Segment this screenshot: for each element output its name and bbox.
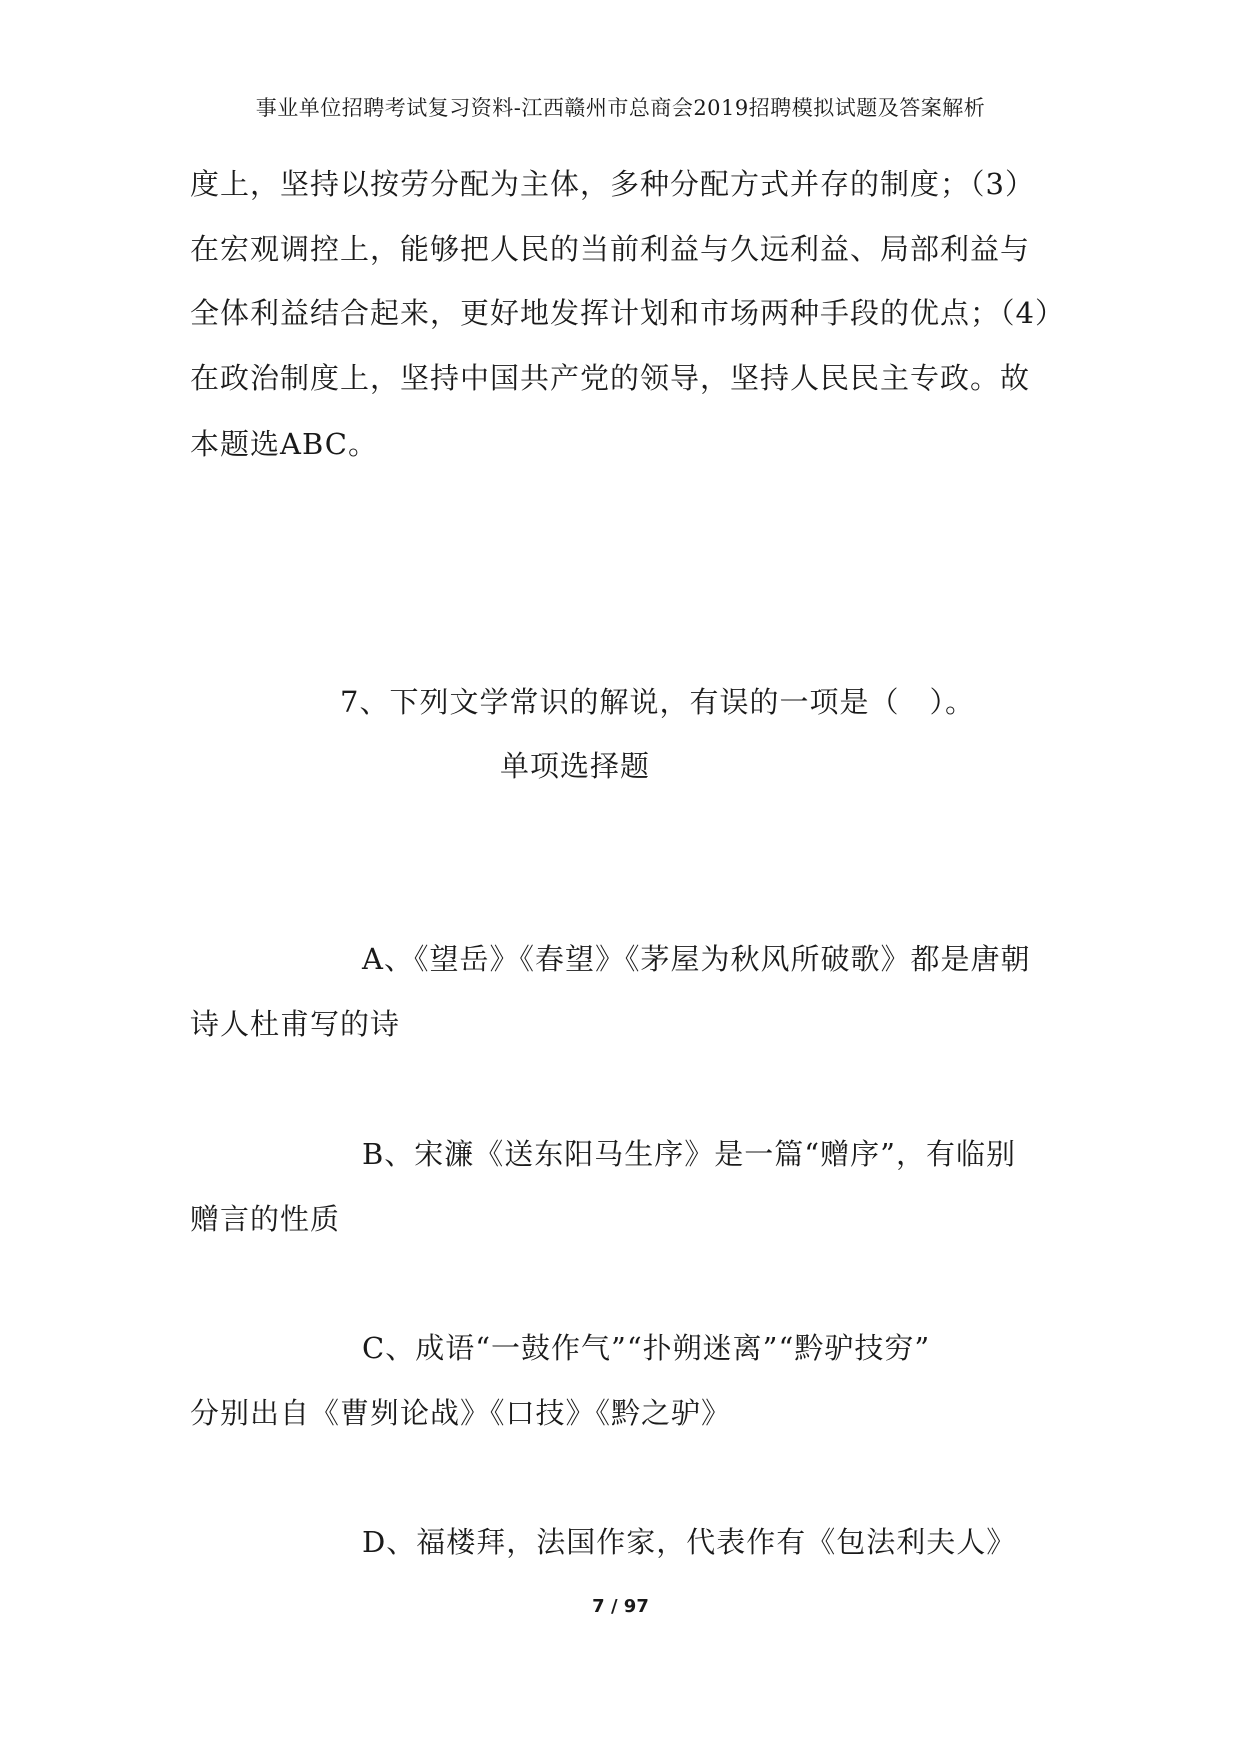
option-text: A、《望岳》《春望》《茅屋为秋风所破歌》都是唐朝 <box>362 942 1031 976</box>
question-type: 单项选择题 <box>500 749 651 783</box>
explanation-line: 本题选ABC。 <box>190 427 378 461</box>
explanation-line: 度上，坚持以按劳分配为主体，多种分配方式并存的制度；（3） <box>190 167 1035 201</box>
page-header: 事业单位招聘考试复习资料-江西赣州市总商会2019招聘模拟试题及答案解析 <box>255 96 986 120</box>
page-number: 7 / 97 <box>592 1596 649 1617</box>
option-text: D、福楼拜，法国作家，代表作有《包法利夫人》 <box>362 1525 1017 1559</box>
option-text: 分别出自《曹刿论战》《口技》《黔之驴》 <box>190 1396 732 1430</box>
option-text: 诗人杜甫写的诗 <box>190 1007 401 1041</box>
explanation-line: 在宏观调控上，能够把人民的当前利益与久远利益、局部利益与 <box>190 232 1031 266</box>
option-text: 赠言的性质 <box>190 1202 341 1236</box>
option-text: B、宋濂《送东阳马生序》是一篇“赠序”，有临别 <box>362 1137 1016 1171</box>
explanation-line: 在政治制度上，坚持中国共产党的领导，坚持人民民主专政。故 <box>190 361 1031 395</box>
option-text: C、成语“一鼓作气”“扑朔迷离”“黔驴技穷” <box>362 1331 931 1365</box>
explanation-line: 全体利益结合起来，更好地发挥计划和市场两种手段的优点；（4） <box>190 296 1065 330</box>
question-title: 7、下列文学常识的解说，有误的一项是（ ）。 <box>340 685 975 719</box>
